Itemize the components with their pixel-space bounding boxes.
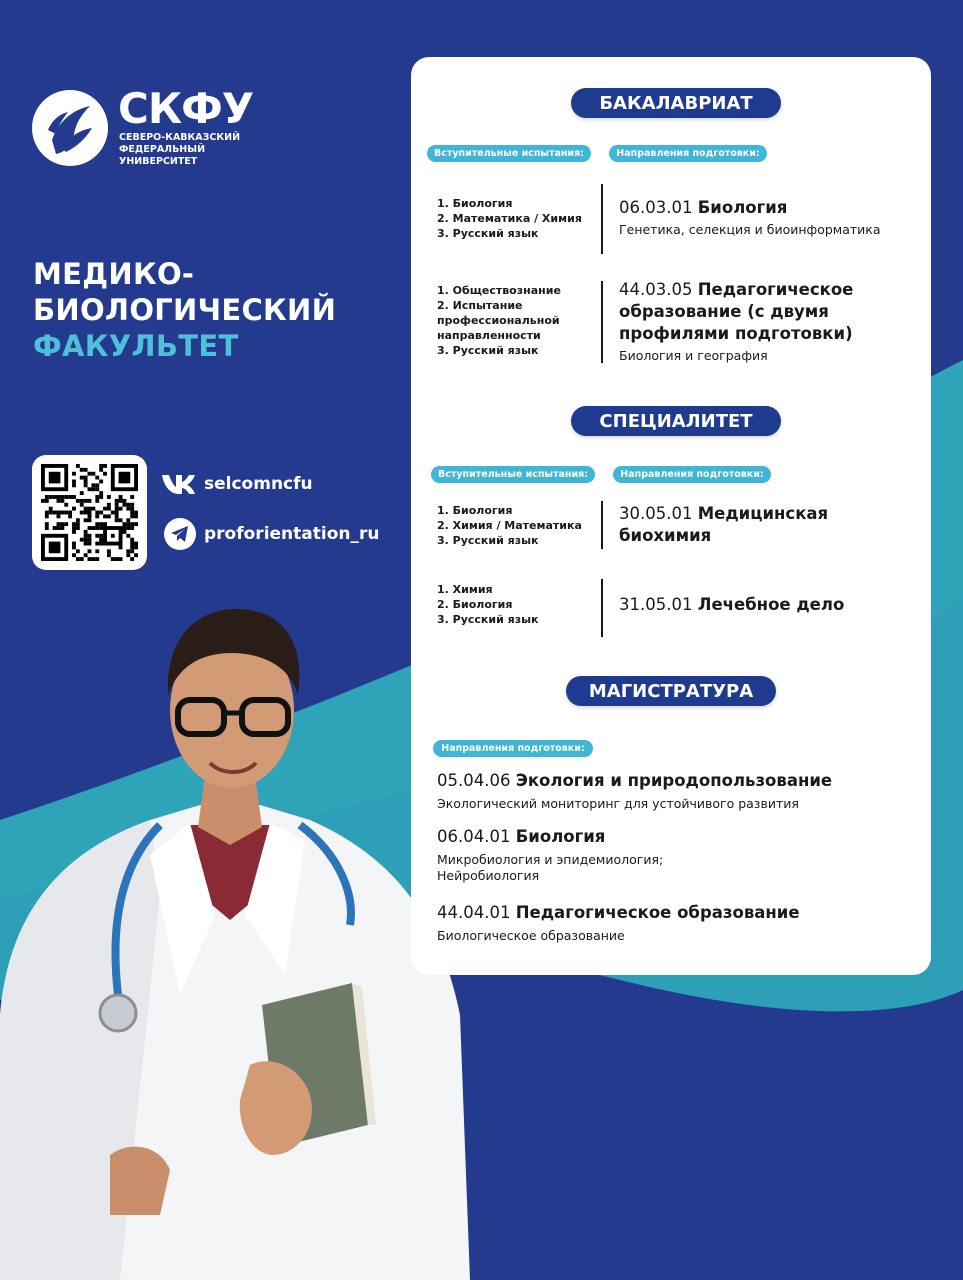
- program-code: 30.05.01: [619, 504, 693, 523]
- exam-item: 2. Химия / Математика: [437, 519, 582, 532]
- telegram-handle: proforientation_ru: [204, 524, 380, 544]
- program-code: 06.03.01: [619, 198, 693, 217]
- faculty-title-line: МЕДИКО-: [33, 257, 195, 291]
- programs-card: [411, 57, 931, 975]
- exam-item: 3. Русский язык: [437, 534, 539, 547]
- program-code: 05.04.06: [437, 771, 511, 790]
- program-item: [619, 279, 909, 364]
- divider: [601, 184, 603, 254]
- qr-code[interactable]: [32, 455, 147, 570]
- exam-item: 1. Химия: [437, 583, 493, 596]
- exam-item: 3. Русский язык: [437, 613, 539, 626]
- exams-list: [437, 196, 597, 241]
- qr-code-pattern: [41, 464, 138, 561]
- divider: [601, 501, 603, 549]
- directions-label: Направления подготовки:: [613, 466, 771, 483]
- program-name: Экология и природопользование: [515, 771, 833, 790]
- directions-label: Направления подготовки:: [609, 145, 767, 162]
- program-item: [437, 770, 907, 812]
- program-item: [619, 594, 909, 616]
- program-profile: Генетика, селекция и биоинформатика: [619, 222, 881, 237]
- program-name: Биология: [697, 198, 788, 217]
- program-code: 06.04.01: [437, 827, 511, 846]
- logo-name: СКФУ: [118, 84, 254, 133]
- program-name: Медицинская: [697, 504, 829, 523]
- faculty-title-accent: ФАКУЛЬТЕТ: [33, 329, 239, 363]
- exam-item: профессиональной: [437, 314, 560, 327]
- program-code: 44.04.01: [437, 903, 511, 922]
- program-code: 44.03.05: [619, 280, 693, 299]
- telegram-link[interactable]: [160, 516, 410, 552]
- exams-list: [437, 582, 597, 627]
- divider: [601, 281, 603, 363]
- section-title-specialist: СПЕЦИАЛИТЕТ: [571, 406, 781, 436]
- faculty-title-line: БИОЛОГИЧЕСКИЙ: [33, 293, 337, 327]
- program-name: Педагогическое: [697, 280, 854, 299]
- program-profile: Микробиология и эпидемиология;: [437, 852, 664, 867]
- program-name: Педагогическое образование: [515, 903, 800, 922]
- program-item: [437, 826, 907, 884]
- vk-icon: [160, 469, 196, 499]
- logo-emblem: [32, 90, 108, 166]
- logo-subtitle-line: СЕВЕРО-КАВКАЗСКИЙ: [119, 132, 241, 143]
- program-item: [437, 902, 907, 944]
- exam-item: 1. Биология: [437, 197, 513, 210]
- exams-label: Вступительные испытания:: [427, 145, 591, 162]
- logo-subtitle-line: ФЕДЕРАЛЬНЫЙ: [119, 144, 206, 155]
- vk-handle: selcomncfu: [204, 474, 313, 494]
- program-name: Лечебное дело: [697, 595, 845, 614]
- exam-item: 2. Биология: [437, 598, 513, 611]
- directions-label: Направления подготовки:: [433, 740, 593, 757]
- program-profile: Экологический мониторинг для устойчивого развития: [437, 796, 799, 811]
- program-name: биохимия: [619, 526, 712, 545]
- faculty-title: [33, 256, 393, 364]
- program-code: 31.05.01: [619, 595, 693, 614]
- program-name: профилями подготовки): [619, 324, 853, 343]
- exams-list: [437, 503, 597, 548]
- logo-subtitle-line: УНИВЕРСИТЕТ: [119, 156, 198, 167]
- program-profile: Нейробиология: [437, 868, 540, 883]
- section-title-master: МАГИСТРАТУРА: [566, 676, 776, 706]
- program-profile: Биология и география: [619, 348, 768, 363]
- program-item: [619, 503, 909, 547]
- exam-item: 1. Обществознание: [437, 284, 561, 297]
- logo-subtitle: [119, 132, 279, 168]
- exam-item: 3. Русский язык: [437, 227, 539, 240]
- exams-label: Вступительные испытания:: [431, 466, 595, 483]
- exam-item: 2. Математика / Химия: [437, 212, 582, 225]
- social-links: [160, 466, 410, 566]
- program-item: [619, 197, 909, 238]
- exam-item: направленности: [437, 329, 541, 342]
- program-profile: Биологическое образование: [437, 928, 625, 943]
- vk-link[interactable]: [160, 466, 410, 502]
- divider: [601, 579, 603, 637]
- exam-item: 3. Русский язык: [437, 344, 539, 357]
- doctor-photo: [0, 595, 470, 1280]
- section-title-bachelor: БАКАЛАВРИАТ: [571, 88, 781, 118]
- exams-list: [437, 283, 597, 358]
- exam-item: 1. Биология: [437, 504, 513, 517]
- exam-item: 2. Испытание: [437, 299, 523, 312]
- program-name: образование (с двумя: [619, 302, 829, 321]
- university-logo: [32, 84, 272, 178]
- telegram-icon: [164, 518, 196, 550]
- program-name: Биология: [515, 827, 606, 846]
